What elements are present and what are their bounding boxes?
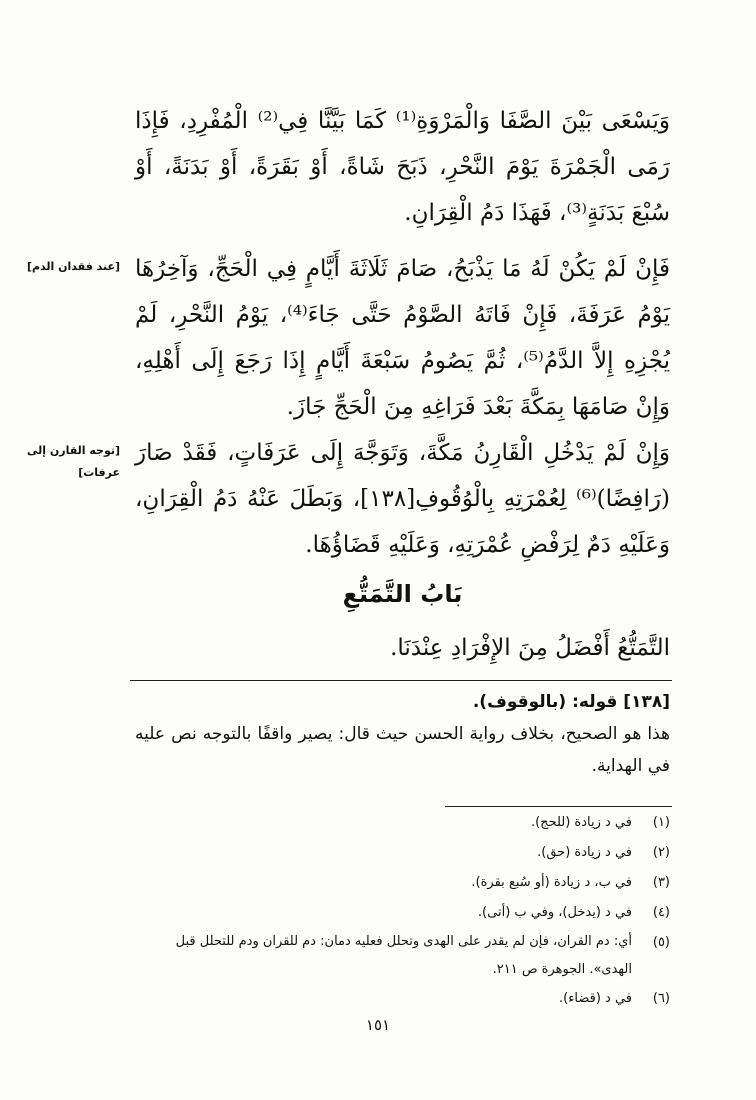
footnote-number: (٦) <box>652 991 670 1006</box>
commentary <box>135 686 670 782</box>
commentary-divider <box>130 680 672 681</box>
margin-note-arafat: [توجه القارن إلى عرفات] <box>26 444 120 479</box>
footnote-text: في د زيادة (حق). <box>537 845 632 860</box>
footnote <box>135 808 670 838</box>
footnote <box>135 898 670 928</box>
footnote-text: في د (قضاء). <box>559 991 632 1006</box>
footnote-number: (٤) <box>652 905 670 920</box>
commentary-heading: [١٣٨] قوله: (بالوقوف). <box>472 692 670 712</box>
footnote-divider <box>445 806 672 807</box>
commentary-text: هذا هو الصحيح، بخلاف رواية الحسن حيث قال: يصير واقفًا بالتوجه نص عليه في الهداية. <box>135 724 670 776</box>
chapter-body: التَّمَتُّعُ أَفْضَلُ مِنَ الإِفْرَادِ عِنْدَنَا. <box>390 635 670 661</box>
footnote <box>135 928 670 984</box>
footnote <box>135 838 670 868</box>
footnote-text: أي: دم القران، فإن لم يقدر على الهدى وتحلل فعليه دمان: دم للقران ودم للتحلل قبل الهدى». الجوهرة ص ٢١١. <box>175 934 632 977</box>
main-paragraph-3: وَإِنْ لَمْ يَدْخُلِ الْقَارِنُ مَكَّةَ، وَتَوَجَّهَ إِلَى عَرَفَاتٍ، فَقَدْ صَارَ (رَافِضًا)⁽⁶⁾ لِعُمْرَتِهِ بِالْوُقُوفِ[١٣٨]، وَبَطَلَ عَنْهُ دَمُ الْقِرَانِ، وَعَلَيْهِ دَمٌ لِرَفْضِ عُمْرَتِهِ، وَعَلَيْهِ قَضَاؤُهَا. <box>135 440 670 558</box>
footnote <box>135 868 670 898</box>
footnote-number: (٣) <box>652 875 670 890</box>
footnotes-list <box>135 808 670 1014</box>
page-number: ١٥١ <box>365 1016 391 1034</box>
footnote-number: (٥) <box>652 935 670 950</box>
main-paragraph-1: وَيَسْعَى بَيْنَ الصَّفَا وَالْمَرْوَةِ⁽¹⁾ كَمَا بَيَّنَّا فِي⁽²⁾ الْمُفْرِدِ، فَإِذَا رَمَى الْجَمْرَةَ يَوْمَ النَّحْرِ، ذَبَحَ شَاةً، أَوْ بَقَرَةً، أَوْ بَدَنَةً، أَوْ سُبْعَ بَدَنَةٍ⁽³⁾، فَهَذَا دَمُ الْقِرَانِ. <box>135 108 670 226</box>
margin-note-blood: [عند فقدان الدم] <box>26 260 120 273</box>
main-paragraph-2: فَإِنْ لَمْ يَكُنْ لَهُ مَا يَذْبَحُ، صَامَ ثَلَاثَةَ أَيَّامٍ فِي الْحَجِّ، وَآخِرُهَا يَوْمُ عَرَفَةَ، فَإِنْ فَاتَهُ الصَّوْمُ حَتَّى جَاءَ⁽⁴⁾، يَوْمُ النَّحْرِ، لَمْ يُجْزِهِ إِلاَّ الدَّمُ⁽⁵⁾، ثُمَّ يَصُومُ سَبْعَةَ أَيَّامٍ إِذَا رَجَعَ إِلَى أَهْلِهِ، وَإِنْ صَامَهَا بِمَكَّةَ بَعْدَ فَرَاغِهِ مِنَ الْحَجِّ جَازَ. <box>135 256 670 420</box>
footnote <box>135 984 670 1014</box>
chapter-title: بَابُ التَّمَتُّعِ <box>342 580 463 608</box>
footnote-text: في د (يدخل)، وفي ب (أتى). <box>477 905 632 920</box>
footnote-text: في ب، د زيادة (أو سُبع بقرة). <box>471 875 632 890</box>
footnote-number: (٢) <box>652 845 670 860</box>
footnote-number: (١) <box>652 815 670 830</box>
footnote-text: في د زيادة (للحج). <box>530 815 632 830</box>
